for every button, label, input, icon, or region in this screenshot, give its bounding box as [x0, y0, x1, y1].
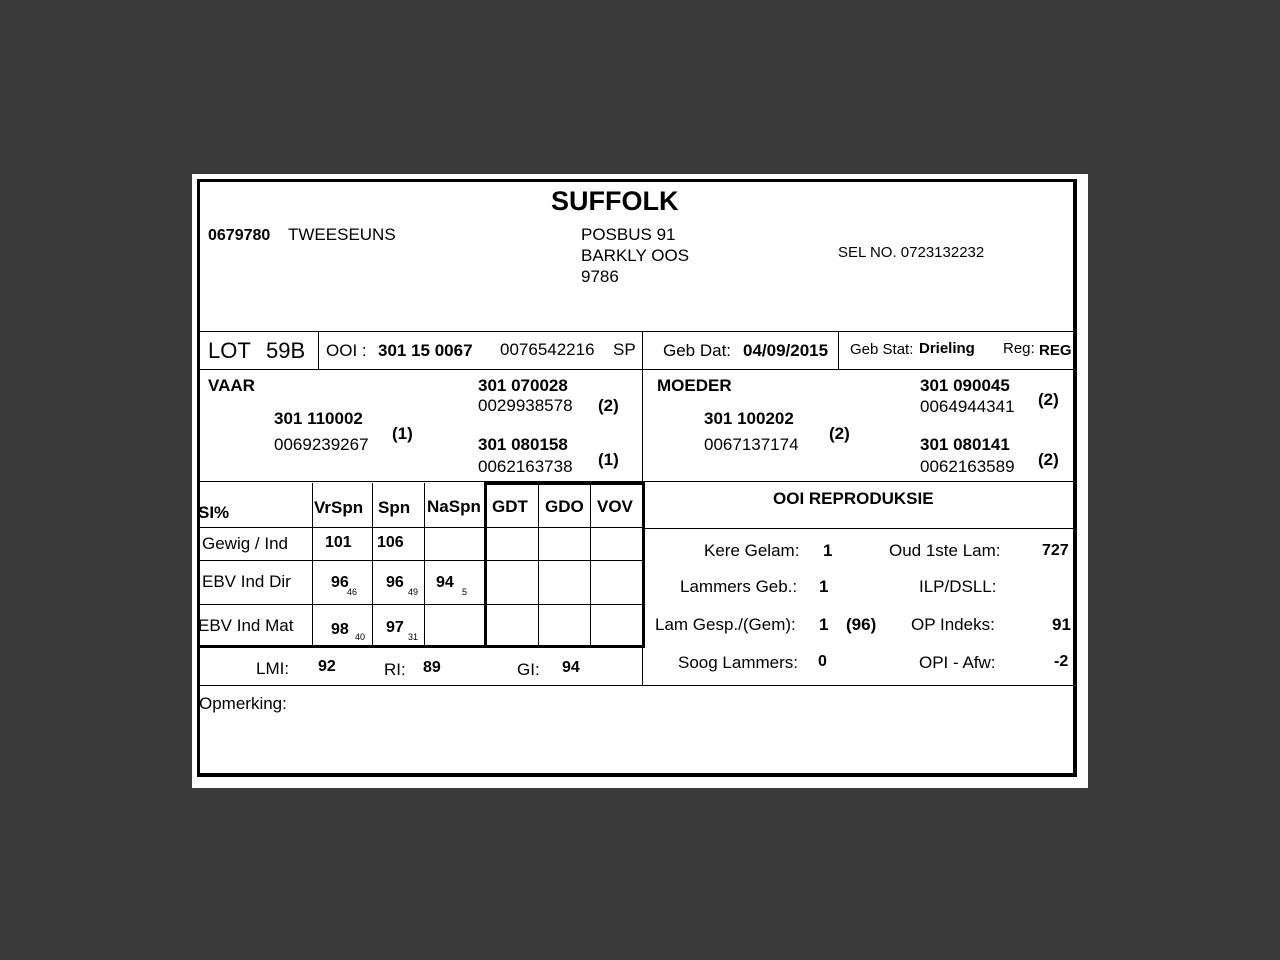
- header-vrspn: VrSpn: [314, 498, 364, 517]
- sire-dam-id: 301 080158: [478, 435, 568, 454]
- ri-label: RI:: [384, 660, 406, 679]
- soog-label: Soog Lammers:: [678, 653, 798, 672]
- row-label: EBV Ind Dir: [202, 572, 291, 591]
- table-line: [484, 482, 645, 485]
- divider: [318, 331, 319, 369]
- row-accuracy: 40: [355, 632, 366, 642]
- owner-number: 0679780: [208, 227, 271, 244]
- breed-title: SUFFOLK: [551, 186, 679, 216]
- row-label: EBV Ind Mat: [198, 616, 294, 635]
- divider: [199, 369, 1077, 370]
- row-value: 101: [325, 534, 352, 551]
- remarks-label: Opmerking:: [199, 694, 287, 713]
- dam-sire-ref: 0064944341: [920, 397, 1015, 416]
- row-value: 96: [386, 574, 404, 591]
- table-line: [199, 604, 643, 605]
- sire-dam-ref: 0062163738: [478, 457, 573, 476]
- kere-label: Kere Gelam:: [704, 541, 800, 560]
- reg-status: REG: [1039, 342, 1072, 359]
- address-postcode: 9786: [581, 267, 619, 286]
- oud-value: 727: [1042, 542, 1069, 559]
- soog-value: 0: [818, 653, 827, 670]
- table-line: [484, 483, 487, 647]
- table-line: [199, 560, 643, 561]
- divider: [643, 528, 1077, 529]
- address-line1: POSBUS 91: [581, 225, 676, 244]
- dam-dam-ref: 0062163589: [920, 457, 1015, 476]
- op-value: 91: [1052, 615, 1071, 634]
- header-gdt: GDT: [492, 497, 528, 516]
- owner-name: TWEESEUNS: [288, 225, 396, 244]
- header-si: SI%: [198, 503, 230, 522]
- dam-sire-id: 301 090045: [920, 376, 1010, 395]
- gesp-value: 1: [819, 615, 829, 634]
- ilp-label: ILP/DSLL:: [919, 577, 997, 596]
- dam-id: 301 100202: [704, 409, 794, 428]
- table-line: [538, 483, 539, 646]
- gi-label: GI:: [517, 660, 540, 679]
- ooi-ref: 0076542216: [500, 340, 595, 359]
- phone-number: SEL NO. 0723132232: [838, 244, 985, 261]
- dam-count: (2): [829, 424, 850, 443]
- lot-number: 59B: [266, 338, 306, 363]
- table-line: [199, 527, 643, 528]
- divider: [199, 331, 1077, 332]
- row-value: 96: [331, 574, 349, 591]
- row-value: 94: [436, 574, 454, 591]
- lammers-label: Lammers Geb.:: [680, 577, 798, 596]
- row-accuracy: 46: [347, 587, 358, 597]
- table-line: [372, 483, 373, 646]
- row-value: 98: [331, 621, 349, 638]
- lot-card: [192, 174, 1088, 788]
- row-value: 106: [377, 534, 404, 551]
- ooi-label: OOI :: [326, 341, 367, 360]
- table-line: [312, 483, 313, 646]
- table-line: [590, 483, 591, 646]
- table-line: [424, 483, 425, 646]
- sire-id: 301 110002: [274, 409, 363, 428]
- lot-label: LOT: [208, 338, 251, 363]
- header-gdo: GDO: [545, 497, 584, 516]
- row-accuracy: 5: [462, 587, 468, 597]
- sire-sire-ref: 0029938578: [478, 396, 573, 415]
- reg-label: Reg:: [1003, 340, 1035, 357]
- row-accuracy: 49: [408, 587, 419, 597]
- sire-label: VAAR: [208, 376, 255, 395]
- sire-sire-count: (2): [598, 396, 619, 415]
- sire-count: (1): [392, 424, 413, 443]
- gem-value: (96): [846, 615, 877, 634]
- birth-status: Drieling: [919, 340, 975, 357]
- birth-date: 04/09/2015: [743, 341, 829, 360]
- birth-status-label: Geb Stat:: [850, 341, 914, 358]
- dam-label: MOEDER: [657, 376, 732, 395]
- ooi-id: 301 15 0067: [378, 341, 473, 360]
- table-line: [199, 645, 645, 648]
- ri-value: 89: [423, 659, 441, 676]
- row-accuracy: 31: [408, 632, 419, 642]
- gesp-label: Lam Gesp./(Gem):: [655, 615, 796, 634]
- card-frame: [197, 179, 1077, 777]
- sire-sire-id: 301 070028: [478, 376, 568, 395]
- row-value: 97: [386, 619, 404, 636]
- header-naspn: NaSpn: [427, 497, 481, 516]
- divider: [838, 331, 839, 369]
- dam-sire-count: (2): [1038, 390, 1059, 409]
- dam-dam-count: (2): [1038, 450, 1059, 469]
- opi-label: OPI - Afw:: [919, 653, 996, 672]
- kere-value: 1: [823, 541, 833, 560]
- sire-dam-count: (1): [598, 450, 619, 469]
- reproduction-title: OOI REPRODUKSIE: [773, 489, 934, 508]
- header-spn: Spn: [378, 498, 411, 517]
- dam-dam-id: 301 080141: [920, 435, 1010, 454]
- ooi-tag: SP: [613, 340, 636, 359]
- address-line2: BARKLY OOS: [581, 246, 690, 265]
- row-label: Gewig / Ind: [202, 534, 288, 553]
- header-vov: VOV: [597, 497, 633, 516]
- table-line: [642, 483, 645, 647]
- opi-value: -2: [1054, 653, 1069, 670]
- divider: [199, 685, 1077, 686]
- dam-ref: 0067137174: [704, 435, 799, 454]
- gi-value: 94: [562, 659, 580, 676]
- oud-label: Oud 1ste Lam:: [889, 541, 1001, 560]
- op-label: OP Indeks:: [911, 615, 995, 634]
- lmi-label: LMI:: [256, 659, 290, 678]
- lmi-value: 92: [318, 658, 336, 675]
- birth-date-label: Geb Dat:: [663, 341, 732, 360]
- lammers-value: 1: [819, 577, 829, 596]
- sire-ref: 0069239267: [274, 435, 369, 454]
